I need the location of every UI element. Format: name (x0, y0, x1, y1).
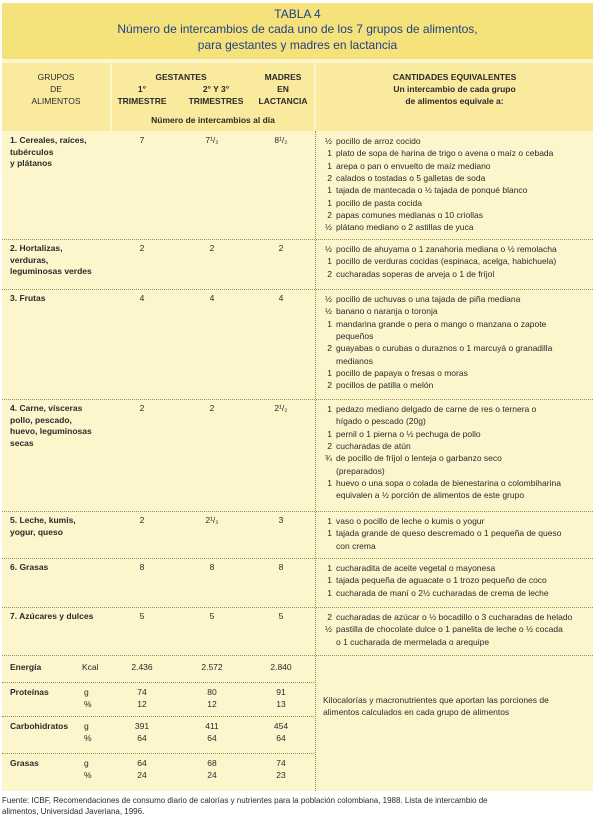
nutrient-value-lact: 74 (276, 758, 286, 768)
header-tri23-line: TRIMESTRES (188, 96, 244, 106)
equivalent-text: medianos (336, 355, 373, 366)
footer-line: alimentos, Universidad Javeriana, 1996. (2, 807, 145, 816)
row-separator (2, 607, 593, 608)
header-subheader: Número de intercambios al día (151, 115, 275, 125)
header-tri23-line: 2° Y 3° (202, 84, 230, 94)
equivalent-quantity: 1 (327, 404, 332, 414)
nutrient-value-lact: 454 (273, 721, 289, 731)
equivalent-quantity: 1 (327, 160, 332, 171)
nutrient-value-t23: 68 (207, 758, 217, 768)
group-name: verduras, (10, 254, 49, 265)
row-separator (2, 753, 314, 754)
equivalent-quantity: ½ (324, 222, 332, 233)
equivalent-text: pernil o 1 pierna o ½ pechuga de pollo (336, 428, 481, 439)
equivalent-quantity: 2 (327, 209, 332, 220)
count-lact: 5 (278, 611, 284, 621)
count-t1: 5 (139, 611, 145, 621)
equivalent-text: plátano mediano o 2 astillas de yuca (336, 222, 474, 233)
count-lact: 8 (278, 562, 284, 572)
equivalent-text: pequeños (336, 330, 374, 341)
header-cantidades-line: CANTIDADES EQUIVALENTES (392, 72, 517, 82)
nutrition-table (2, 3, 593, 791)
group-name: 6. Grasas (10, 562, 49, 572)
nutrient-value-t1: 24 (137, 770, 147, 780)
equivalent-text: pocillo de papaya o fresas o moras (336, 367, 468, 378)
equivalent-quantity: 1 (327, 197, 332, 208)
column-divider (315, 656, 316, 791)
group-name: 1. Cereales, raíces, (10, 135, 87, 145)
equivalent-text: cucharada de maní o 2½ cucharadas de crema de leche (336, 587, 549, 598)
equivalent-quantity: 1 (327, 575, 332, 586)
group-name: yogur, queso (10, 526, 63, 537)
nutrient-value-lact: 13 (276, 699, 286, 709)
header-groups-line: GRUPOS (37, 72, 75, 82)
nutrient-unit: g (84, 758, 89, 768)
equivalent-text: papas comunes medianas o 10 criollas (336, 209, 483, 220)
header-counts-cell (112, 63, 314, 131)
count-t1: 4 (139, 293, 145, 303)
equivalent-text: tajada de mantecada o ½ tajada de ponqué blanco (336, 185, 528, 196)
equivalent-text: vaso o pocillo de leche o kumis o yogur (336, 516, 485, 526)
equivalent-text: pocillo de ahuyama o 1 zanahoria mediana o ½ remolacha (336, 244, 557, 254)
header-cantidades-line: Un intercambio de cada grupo (393, 84, 516, 94)
nutrient-value-t1: 12 (137, 699, 147, 709)
nutrient-label: Grasas (10, 758, 39, 768)
count-t23: 4 (209, 293, 215, 303)
nutrient-unit: g (84, 721, 89, 731)
group-name: secas (10, 437, 34, 448)
equivalent-quantity: ½ (324, 624, 332, 635)
row-separator (2, 716, 314, 717)
equivalent-text: pocillos de patilla o melón (336, 380, 434, 391)
count-t1: 2 (139, 515, 145, 525)
nutrient-value-lact: 91 (276, 687, 286, 697)
nutrient-value-t23: 411 (205, 721, 219, 731)
header-tri1-line: TRIMESTRE (117, 96, 167, 106)
equivalent-text: pocillo de verduras cocidas (espinaca, acelga, habichuela) (336, 256, 557, 267)
equivalent-text: hígado o pescado (20g) (336, 416, 426, 427)
nutrient-unit: % (84, 699, 92, 709)
nutrient-unit: % (84, 770, 92, 780)
nutrient-value-lact: 64 (276, 733, 286, 743)
row-separator (2, 655, 593, 656)
count-lact: 3 (278, 515, 284, 525)
equivalent-text: cucharadas de azúcar o ½ bocadillo o 3 cucharadas de helado (336, 612, 573, 622)
group-name: 7. Azúcares y dulces (10, 611, 94, 621)
equivalent-text: pedazo mediano delgado de carne de res o ternera o (336, 404, 537, 414)
equivalent-text: cucharadita de aceite vegetal o mayonesa (336, 563, 496, 573)
header-groups (2, 71, 110, 107)
equivalent-quantity: 2 (327, 172, 332, 183)
nutrient-value-t1: 74 (137, 687, 147, 697)
nutrient-value-t23: 24 (207, 770, 217, 780)
equivalent-quantity: 1 (327, 367, 332, 378)
equivalent-quantity: ½ (324, 136, 332, 146)
row-separator (2, 399, 593, 400)
group-name: 5. Leche, kumis, (10, 515, 76, 525)
nutrient-value-t23: 12 (207, 699, 217, 709)
equivalent-text: tajada pequeña de aguacate o 1 trozo pequeño de coco (336, 575, 547, 586)
nutrient-value-t23: 80 (207, 687, 217, 697)
header-trimestre-1 (112, 83, 172, 107)
header-cantidades-line: de alimentos equivale a: (405, 96, 504, 106)
equivalent-text: mandarina grande o pera o mango o manzana o zapote (336, 318, 547, 329)
equivalent-quantity: 1 (327, 477, 332, 488)
equivalent-text: plato de sopa de harina de trigo o avena o maíz o cebada (336, 148, 554, 159)
equivalent-text: (preparados) (336, 465, 385, 476)
count-lact: 8¹/₂ (274, 135, 288, 145)
equivalent-text: equivalen a ½ porción de alimentos de este grupo (336, 490, 525, 501)
header-groups-line: DE (50, 84, 62, 94)
equivalent-text: tajada grande de queso descremado o 1 pequeña de queso (336, 528, 562, 539)
equivalent-quantity: 1 (327, 516, 332, 526)
count-t1: 2 (139, 243, 145, 253)
nutrient-value-t1: 64 (137, 758, 147, 768)
count-lact: 2¹/₂ (274, 403, 288, 413)
count-t23: 7¹/₂ (205, 135, 219, 145)
count-t23: 2¹/₂ (205, 515, 219, 525)
column-divider (315, 131, 316, 663)
nutrient-unit: g (84, 687, 89, 697)
count-t1: 7 (139, 135, 145, 145)
nutrient-value-t1: 391 (134, 721, 150, 731)
equivalent-quantity: ½ (324, 306, 332, 317)
equivalent-quantity: 1 (327, 148, 332, 159)
table-label: TABLA 4 (274, 7, 321, 21)
nutrient-value-t23: 64 (207, 733, 217, 743)
equivalent-quantity: ¾ (324, 453, 332, 464)
equivalent-quantity: 1 (327, 587, 332, 598)
row-separator (2, 682, 314, 683)
header-madres (252, 71, 314, 107)
equivalent-text: cucharadas de atún (336, 440, 411, 451)
equivalent-text: de pocillo de fríjol o lenteja o garbanzo seco (336, 453, 502, 464)
header-trimestre-23 (182, 83, 250, 107)
equivalent-quantity: ½ (324, 294, 332, 304)
row-separator (2, 289, 593, 290)
header-madres-line: MADRES (264, 72, 302, 82)
equivalent-quantity: 1 (327, 185, 332, 196)
count-t1: 8 (139, 562, 145, 572)
group-name: pollo, pescado, (10, 414, 72, 425)
equivalent-text: pastilla de chocolate dulce o 1 panelita de leche o ½ cocada (336, 624, 563, 635)
equivalent-quantity: 2 (327, 380, 332, 391)
nutrient-value-lact: 2.840 (270, 662, 292, 672)
nutrient-value-t23: 2.572 (201, 662, 223, 672)
footer-line: Fuente: ICBF, Recomendaciones de consumo diario de calorías y nutrientes para la población colombiana, 1988. Lista de intercambio de (2, 796, 488, 805)
equivalent-quantity: ½ (324, 244, 332, 254)
equivalent-text: pocillo de uchuvas o una tajada de piña mediana (336, 294, 521, 304)
nutrient-note: Kilocalorías y macronutrientes que aportan las porciones de alimentos calculados en cada grupo de alimentos (323, 695, 549, 717)
equivalent-quantity: 1 (327, 428, 332, 439)
equivalent-quantity: 2 (327, 612, 332, 622)
equivalent-text: guayabas o curubas o duraznos o 1 marcuyá o granadilla (336, 343, 553, 354)
count-lact: 2 (278, 243, 284, 253)
row-separator (2, 558, 593, 559)
count-t1: 2 (139, 403, 145, 413)
group-name: 4. Carne, vísceras (10, 403, 83, 413)
equivalent-text: pocillo de arroz cocido (336, 136, 421, 146)
title-band (2, 3, 593, 59)
source-footer (2, 795, 593, 817)
equivalent-quantity: 1 (327, 563, 332, 573)
group-name: huevo, leguminosas (10, 426, 92, 436)
nutrient-unit: % (84, 733, 92, 743)
header-cantidades (316, 71, 593, 107)
equivalent-text: banano o naranja o toronja (336, 306, 438, 317)
header-equivalents-cell (316, 63, 593, 131)
table-title-line2: para gestantes y madres en lactancia (197, 38, 398, 52)
row-separator (2, 511, 593, 512)
equivalent-text: cucharadas soperas de arveja o 1 de fríjol (336, 268, 495, 279)
group-name: tubérculos (10, 146, 54, 157)
equivalent-quantity: 2 (327, 268, 332, 279)
equivalent-quantity: 1 (327, 528, 332, 539)
nutrient-value-t1: 64 (137, 733, 147, 743)
header-groups-cell (2, 63, 110, 131)
equivalent-text: huevo o una sopa o colada de bienestarina o colombiharina (336, 477, 561, 488)
equivalent-quantity: 1 (327, 318, 332, 329)
row-separator (2, 239, 593, 240)
nutrient-label: Proteínas (10, 687, 49, 697)
header-gestantes: GESTANTES (155, 72, 207, 82)
group-name: leguminosas verdes (10, 266, 92, 276)
nutrient-value-t1: 2.436 (131, 662, 153, 672)
nutrient-label: Carbohidratos (10, 721, 69, 731)
equivalent-text: pocillo de pasta cocida (336, 197, 423, 208)
group-name: 3. Frutas (10, 293, 46, 303)
equivalent-quantity: 1 (327, 256, 332, 267)
count-t23: 2 (209, 243, 215, 253)
table-title-line1: Número de intercambios de cada uno de los 7 grupos de alimentos, (117, 22, 478, 36)
header-madres-line: EN (277, 84, 289, 94)
count-t23: 8 (209, 562, 215, 572)
nutrient-unit: Kcal (82, 662, 99, 672)
count-lact: 4 (278, 293, 284, 303)
equivalent-quantity: 2 (327, 440, 332, 451)
equivalent-text: con crema (336, 540, 376, 551)
group-name: y plátanos (10, 158, 53, 168)
equivalent-text: arepa o pan o envuelto de maíz mediano (336, 160, 491, 171)
equivalent-quantity: 2 (327, 343, 332, 354)
nutrient-value-lact: 23 (276, 770, 286, 780)
equivalent-text: calados o tostadas o 5 galletas de soda (336, 172, 486, 183)
header-madres-line: LACTANCIA (258, 96, 308, 106)
equivalent-text: o 1 cucharada de mermelada o arequipe (336, 636, 490, 647)
nutrient-label: Energía (10, 662, 42, 672)
header-tri1-line: 1° (137, 84, 147, 94)
group-name: 2. Hortalizas, (10, 243, 63, 253)
count-t23: 2 (209, 403, 215, 413)
header-groups-line: ALIMENTOS (31, 96, 81, 106)
count-t23: 5 (209, 611, 215, 621)
